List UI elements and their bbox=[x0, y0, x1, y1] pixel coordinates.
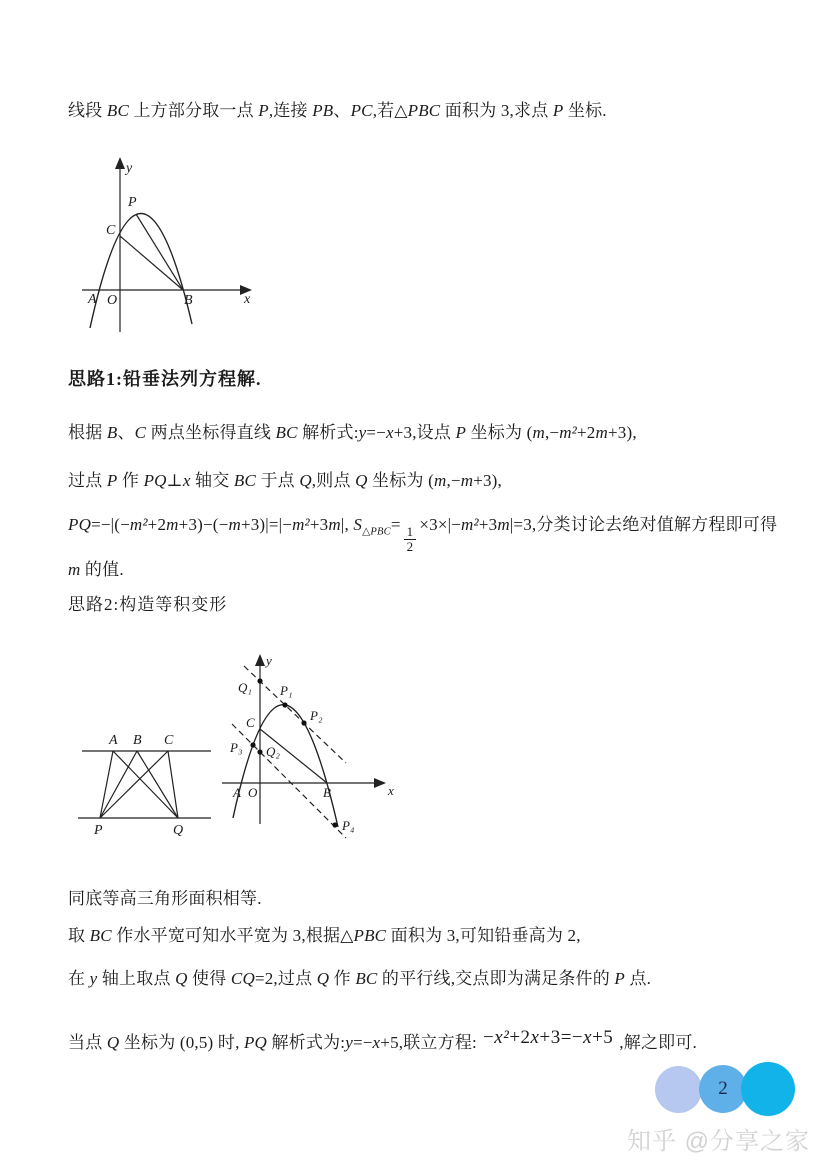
page-number-circle bbox=[699, 1065, 747, 1113]
point-label-P: P bbox=[94, 823, 103, 838]
axis-label-x: x bbox=[244, 292, 251, 307]
idea1-heading: 思路1:铅垂法列方程解. bbox=[68, 369, 262, 389]
segment-PB bbox=[100, 751, 137, 818]
idea2-line-2: 取 BC 作水平宽可知水平宽为 3,根据△PBC 面积为 3,可知铅垂高为 2, bbox=[68, 926, 581, 945]
figure-parabola-pbc bbox=[80, 156, 256, 338]
point-label-A: A bbox=[109, 733, 118, 748]
axis-label-x: x bbox=[388, 783, 394, 798]
point-dot-P4 bbox=[332, 822, 337, 827]
figure-1-svg bbox=[80, 156, 256, 338]
fraction-numerator: 1 bbox=[404, 525, 417, 540]
point-dot-Q1 bbox=[257, 678, 262, 683]
point-dot-Q2 bbox=[257, 749, 262, 754]
point-label-C: C bbox=[106, 223, 116, 238]
page-number: 2 bbox=[718, 1078, 728, 1099]
fraction-denominator: 2 bbox=[406, 538, 414, 554]
axis-label-y: y bbox=[126, 161, 133, 176]
idea2-line-1: 同底等高三角形面积相等. bbox=[68, 889, 262, 908]
idea1-line-1: 根据 B、C 两点坐标得直线 BC 解析式:y=−x+3,设点 P 坐标为 (m,−m²+2m+3), bbox=[68, 423, 637, 442]
figure-2-left-svg bbox=[78, 729, 214, 841]
point-label-Q1: Q₁ bbox=[238, 680, 252, 695]
idea2-line-3: 在 y 轴上取点 Q 使得 CQ=2,过点 Q 作 BC 的平行线,交点即为满足条件的 P 点. bbox=[68, 969, 652, 988]
point-dot-P1 bbox=[282, 702, 287, 707]
point-label-O: O bbox=[248, 785, 258, 800]
y-axis-arrow-icon bbox=[255, 654, 265, 666]
idea1-line3-pre: PQ=−|(−m²+2m+3)−(−m+3)|=|−m²+3m|, bbox=[68, 515, 354, 534]
idea2-line-4 bbox=[68, 1026, 780, 1059]
idea2-heading: 思路2:构造等积变形 bbox=[68, 595, 228, 614]
point-label-B: B bbox=[184, 293, 193, 308]
dashed-line-lower bbox=[232, 724, 346, 838]
equals-sign: = bbox=[390, 515, 401, 534]
point-label-O: O bbox=[107, 293, 118, 308]
point-label-P3: P₃ bbox=[230, 740, 243, 755]
segment-PB bbox=[136, 214, 183, 290]
footer-decoration-circle-left bbox=[655, 1066, 702, 1113]
idea1-line3-post: ×3×|−m²+3m|=3,分类讨论去绝对值解方程即可得 m 的值. bbox=[68, 515, 778, 580]
s-symbol: S bbox=[353, 515, 363, 534]
point-label-P2: P₂ bbox=[310, 708, 323, 723]
figure-parallel-triangles bbox=[78, 729, 214, 841]
intro-paragraph: 线段 BC 上方部分取一点 P,连接 PB、PC,若△PBC 面积为 3,求点 P 坐标. bbox=[68, 101, 607, 120]
footer-decoration-circle-right bbox=[741, 1062, 795, 1116]
x-axis-arrow-icon bbox=[374, 778, 386, 788]
point-label-A: A bbox=[233, 785, 241, 800]
linked-equation: −x²+2x+3=−x+5 bbox=[482, 1027, 614, 1048]
point-label-P: P bbox=[128, 195, 137, 210]
point-dot-P3 bbox=[250, 742, 255, 747]
idea1-line-3 bbox=[68, 508, 780, 587]
point-label-C: C bbox=[164, 733, 174, 748]
point-label-Q2: Q₂ bbox=[266, 744, 280, 759]
s-subscript: △PBC bbox=[362, 526, 391, 538]
figure-2-right-svg bbox=[218, 652, 396, 862]
segment-QA bbox=[113, 751, 178, 818]
segment-QC bbox=[168, 751, 178, 818]
watermark: 知乎 @分享之家 bbox=[627, 1128, 811, 1155]
point-label-P1: P₁ bbox=[280, 683, 293, 698]
point-label-Q: Q bbox=[173, 823, 184, 838]
y-axis-arrow-icon bbox=[115, 157, 125, 169]
point-label-C: C bbox=[246, 715, 255, 730]
axis-label-y: y bbox=[266, 653, 272, 668]
point-label-B: B bbox=[133, 733, 142, 748]
idea2-line4-post: ,解之即可. bbox=[619, 1033, 697, 1052]
point-dot-P2 bbox=[301, 720, 306, 725]
idea2-line4-pre: 当点 Q 坐标为 (0,5) 时, PQ 解析式为:y=−x+5,联立方程: bbox=[68, 1033, 477, 1052]
point-label-P4: P₄ bbox=[342, 818, 355, 833]
idea1-line-2: 过点 P 作 PQ⊥x 轴交 BC 于点 Q,则点 Q 坐标为 (m,−m+3), bbox=[68, 471, 502, 490]
point-label-B: B bbox=[323, 785, 331, 800]
segment-CB bbox=[120, 236, 183, 290]
fraction-one-half bbox=[404, 525, 417, 553]
figure-parabola-translated-lines bbox=[218, 652, 396, 862]
point-label-A: A bbox=[88, 292, 97, 307]
